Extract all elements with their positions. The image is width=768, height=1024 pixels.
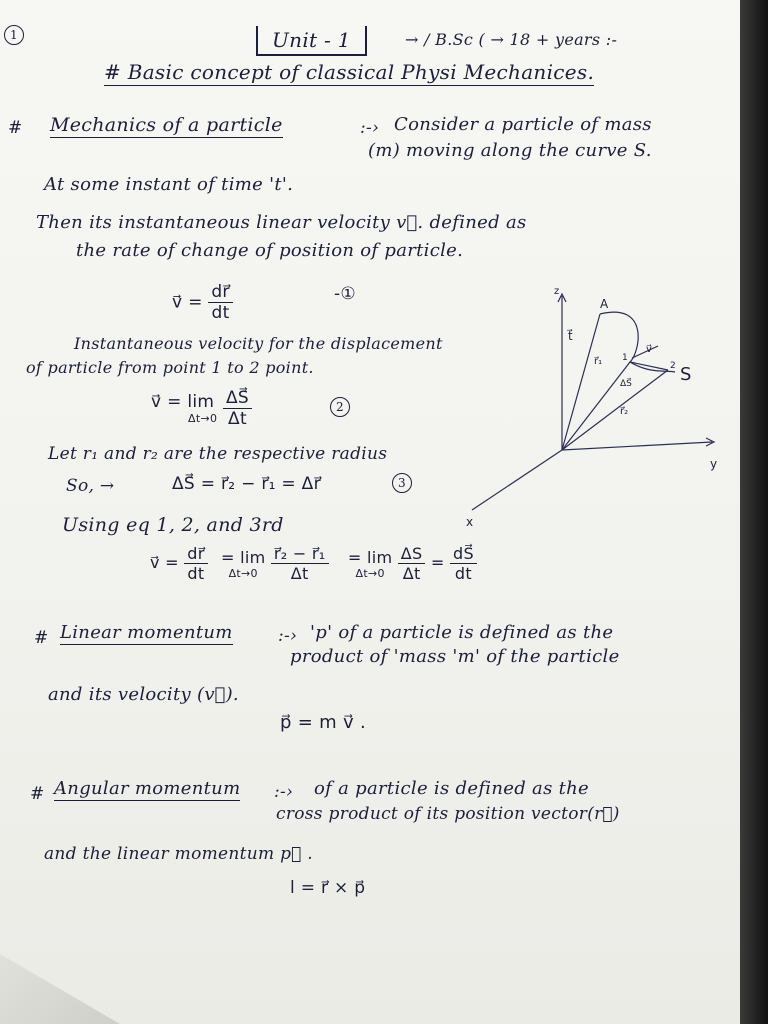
text-line: So, →: [66, 476, 115, 496]
label: x: [466, 515, 474, 529]
equation-linear-momentum: p⃗ = m v⃗ .: [280, 712, 367, 733]
separator: :-›: [360, 118, 380, 138]
section-heading-linear-momentum: Linear momentum: [60, 622, 233, 643]
page-fold: [0, 954, 120, 1024]
text-line: the rate of change of position of particle.: [76, 240, 464, 261]
label: 1: [622, 353, 628, 363]
text-line: cross product of its position vector(r⃗): [276, 804, 620, 824]
equation-3: ΔS⃗ = r⃗₂ − r⃗₁ = Δr⃗: [172, 474, 321, 494]
text-line: 'p' of a particle is defined as the: [310, 622, 614, 643]
label: S: [680, 364, 692, 385]
text-line: Using eq 1, 2, and 3rd: [62, 514, 284, 536]
text-line: Instantaneous velocity for the displacement: [74, 334, 443, 353]
label: y: [710, 457, 718, 471]
bullet: #: [34, 628, 49, 648]
x-axis: [472, 450, 562, 510]
label: 2: [670, 361, 676, 371]
label: t⃗: [568, 329, 573, 343]
vector-diagram: [440, 282, 740, 532]
separator: :-›: [274, 782, 294, 802]
text-line: Then its instantaneous linear velocity v⃗. defined as: [36, 212, 527, 233]
text-line: Let r₁ and r₂ are the respective radius: [48, 444, 388, 464]
text-line: of a particle is defined as the: [314, 778, 590, 799]
text-line: and the linear momentum p⃗ .: [44, 844, 313, 864]
equation-4: v⃗ = $\frac{dr⃗}{dt}$ = lim Δt→0 $\frac{\text{r⃗₂ − r⃗₁}}{\Delta t}$ = lim Δt→0 $\frac{\Delta S}{\Delta t}$ = $\frac{dS⃗}{dt}$: [150, 544, 477, 583]
unit-heading: Unit - 1: [256, 26, 367, 56]
label: A: [600, 297, 609, 311]
text-line: At some instant of time 't'.: [44, 174, 294, 195]
text-line: (m) moving along the curve S.: [368, 140, 652, 161]
equation-tag: -①: [334, 284, 356, 304]
section-heading-mechanics: Mechanics of a particle: [50, 114, 283, 136]
text-line: Consider a particle of mass: [394, 114, 652, 135]
page-number: 1: [4, 24, 24, 45]
label: v⃗: [646, 344, 652, 355]
page-edge-shadow: [740, 0, 768, 1024]
bullet: #: [8, 118, 23, 138]
bullet: #: [30, 784, 45, 804]
label: r⃗₂: [620, 406, 629, 417]
y-axis: [562, 442, 712, 450]
label: z: [554, 286, 560, 297]
text-line: and its velocity (v⃗).: [48, 684, 239, 705]
separator: :-›: [278, 626, 298, 646]
equation-1: v⃗ = $\frac{dr⃗}{dt}$: [172, 282, 233, 323]
equation-angular-momentum: l = r⃗ × p⃗: [290, 878, 366, 898]
text-line: of particle from point 1 to 2 point.: [26, 358, 314, 377]
course-note: → / B.Sc ( → 18 + years :-: [405, 30, 618, 49]
label: ΔS⃗: [620, 379, 632, 389]
page-title: # Basic concept of classical Physi Mechanices.: [104, 60, 595, 84]
label: r⃗₁: [594, 356, 603, 367]
equation-tag: 3: [392, 472, 412, 493]
text-line: product of 'mass 'm' of the particle: [290, 646, 620, 667]
equation-2: v⃗ = lim Δt→0 $\frac{\Delta S⃗}{\Delta t}$: [148, 388, 252, 429]
equation-tag: 2: [330, 396, 350, 417]
section-heading-angular-momentum: Angular momentum: [54, 778, 241, 799]
